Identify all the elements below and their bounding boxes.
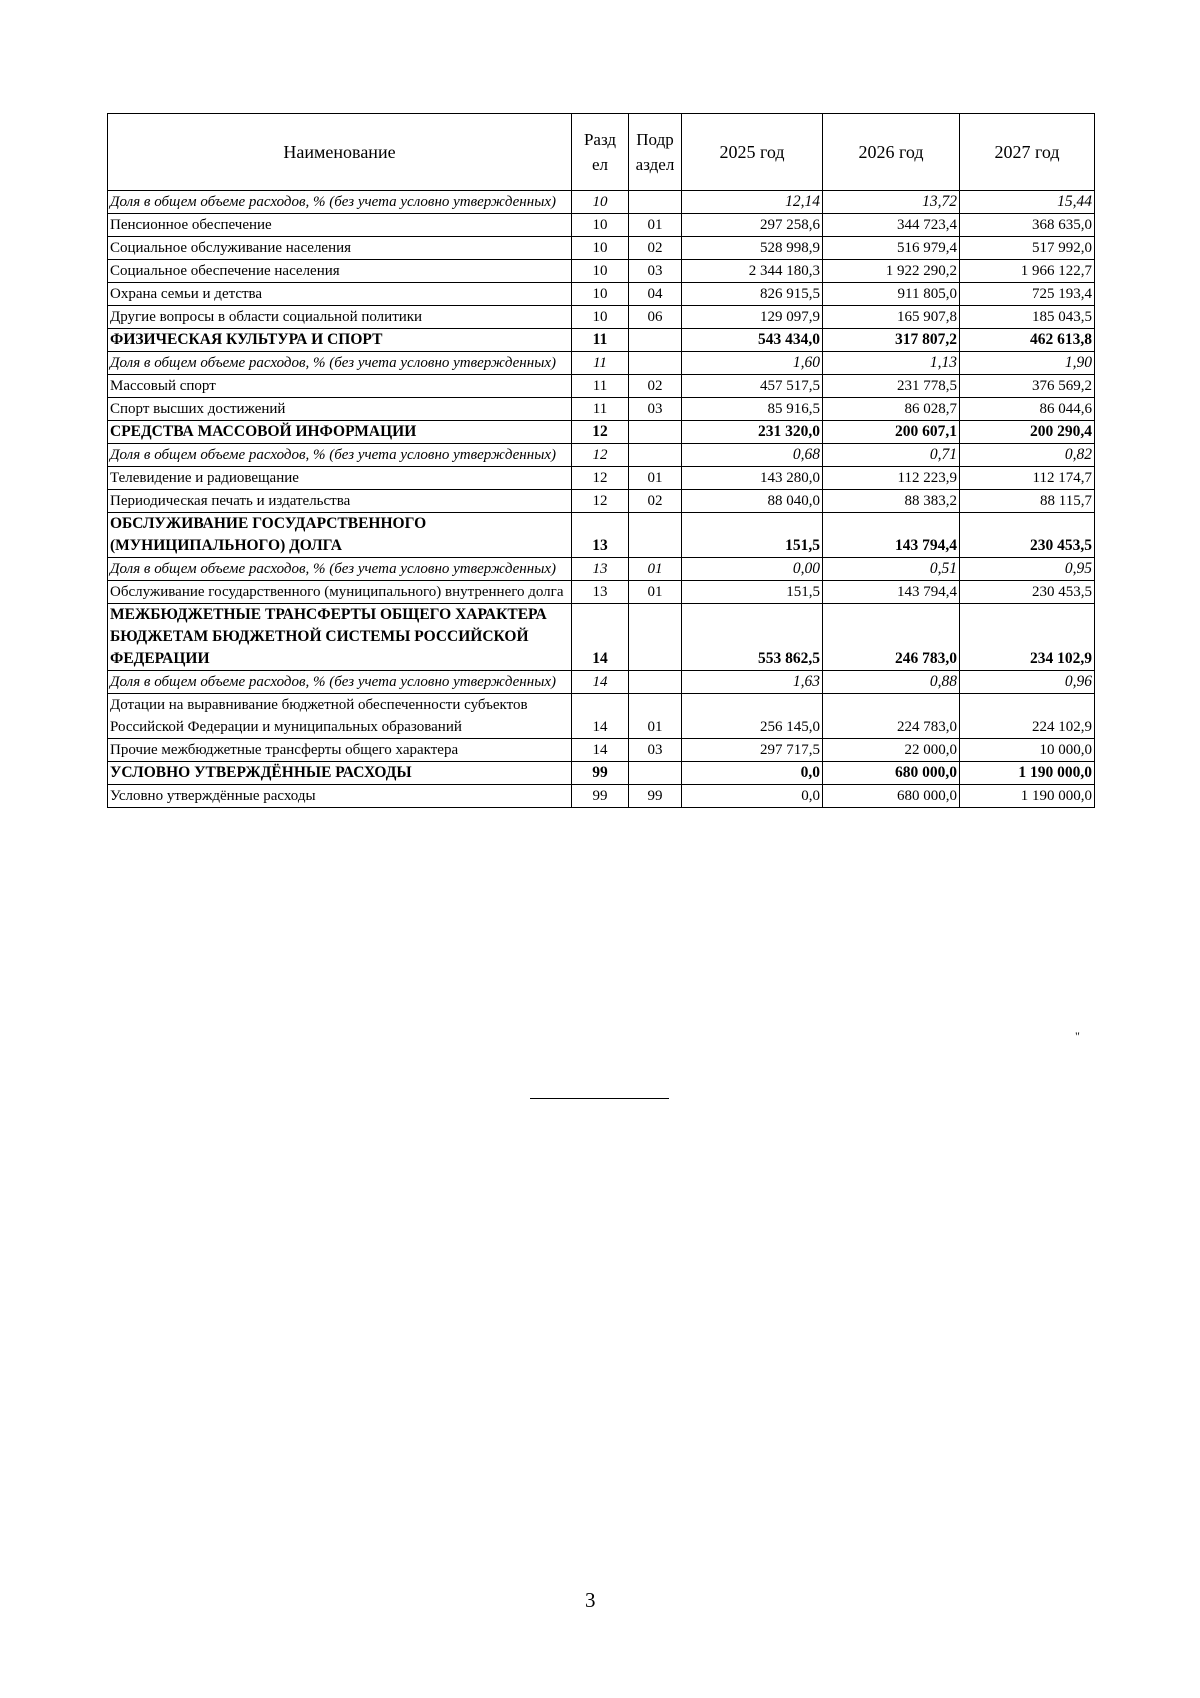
table-row xyxy=(108,260,1095,283)
row-2025-cell: 1,63 xyxy=(682,671,823,694)
row-2027-cell: 0,96 xyxy=(960,671,1095,694)
row-subsection-cell xyxy=(629,329,682,352)
row-section-cell: 12 xyxy=(572,467,629,490)
row-2027-cell: 1 190 000,0 xyxy=(960,762,1095,785)
row-name-cell: Пенсионное обеспечение xyxy=(108,214,572,237)
row-2026-cell: 0,71 xyxy=(823,444,960,467)
row-section-cell: 11 xyxy=(572,375,629,398)
table-row xyxy=(108,694,1095,739)
row-2026-cell: 165 907,8 xyxy=(823,306,960,329)
row-name-cell: Условно утверждённые расходы xyxy=(108,785,572,808)
share-percent-row xyxy=(108,671,1095,694)
row-2025-cell: 297 717,5 xyxy=(682,739,823,762)
row-subsection-cell xyxy=(629,604,682,671)
page-number: 3 xyxy=(585,1588,596,1612)
row-2026-cell: 86 028,7 xyxy=(823,398,960,421)
table-row xyxy=(108,214,1095,237)
row-section-cell: 10 xyxy=(572,191,629,214)
row-2026-cell: 680 000,0 xyxy=(823,785,960,808)
row-2027-cell: 517 992,0 xyxy=(960,237,1095,260)
row-2025-cell: 457 517,5 xyxy=(682,375,823,398)
share-percent-row xyxy=(108,352,1095,375)
row-2027-cell: 230 453,5 xyxy=(960,581,1095,604)
row-name-cell: СРЕДСТВА МАССОВОЙ ИНФОРМАЦИИ xyxy=(108,421,572,444)
row-section-cell: 13 xyxy=(572,581,629,604)
row-2025-cell: 553 862,5 xyxy=(682,604,823,671)
row-section-cell: 10 xyxy=(572,283,629,306)
table-header-row xyxy=(108,114,1095,191)
row-2026-cell: 516 979,4 xyxy=(823,237,960,260)
row-2027-cell: 0,82 xyxy=(960,444,1095,467)
row-subsection-cell xyxy=(629,513,682,558)
row-2027-cell: 368 635,0 xyxy=(960,214,1095,237)
row-subsection-cell: 06 xyxy=(629,306,682,329)
row-2027-cell: 15,44 xyxy=(960,191,1095,214)
row-subsection-cell: 02 xyxy=(629,490,682,513)
row-2026-cell: 1 922 290,2 xyxy=(823,260,960,283)
row-section-cell: 14 xyxy=(572,739,629,762)
row-name-cell: Прочие межбюджетные трансферты общего характера xyxy=(108,739,572,762)
header-2025: 2025 год xyxy=(682,114,823,191)
row-2025-cell: 256 145,0 xyxy=(682,694,823,739)
header-subsection: Подр аздел xyxy=(629,114,682,191)
table-end-mark: " xyxy=(1075,1029,1080,1043)
row-name-cell: Охрана семьи и детства xyxy=(108,283,572,306)
row-2027-cell: 86 044,6 xyxy=(960,398,1095,421)
row-2027-cell: 0,95 xyxy=(960,558,1095,581)
table-row xyxy=(108,785,1095,808)
row-2026-cell: 13,72 xyxy=(823,191,960,214)
section-total-row xyxy=(108,329,1095,352)
row-section-cell: 13 xyxy=(572,558,629,581)
row-2025-cell: 88 040,0 xyxy=(682,490,823,513)
row-2027-cell: 88 115,7 xyxy=(960,490,1095,513)
row-2025-cell: 528 998,9 xyxy=(682,237,823,260)
section-total-row xyxy=(108,762,1095,785)
row-2026-cell: 22 000,0 xyxy=(823,739,960,762)
row-2027-cell: 234 102,9 xyxy=(960,604,1095,671)
row-name-cell: Другие вопросы в области социальной политики xyxy=(108,306,572,329)
table-row xyxy=(108,283,1095,306)
row-section-cell: 99 xyxy=(572,785,629,808)
row-2025-cell: 0,68 xyxy=(682,444,823,467)
row-2026-cell: 224 783,0 xyxy=(823,694,960,739)
row-section-cell: 12 xyxy=(572,444,629,467)
row-2025-cell: 151,5 xyxy=(682,513,823,558)
header-name: Наименование xyxy=(108,114,572,191)
row-2027-cell: 462 613,8 xyxy=(960,329,1095,352)
row-name-cell: Обслуживание государственного (муниципального) внутреннего долга xyxy=(108,581,572,604)
section-total-row xyxy=(108,513,1095,558)
row-name-cell: Доля в общем объеме расходов, % (без учета условно утвержденных) xyxy=(108,191,572,214)
row-2025-cell: 0,0 xyxy=(682,762,823,785)
row-2026-cell: 1,13 xyxy=(823,352,960,375)
row-subsection-cell xyxy=(629,191,682,214)
table-row xyxy=(108,398,1095,421)
row-name-cell: Массовый спорт xyxy=(108,375,572,398)
row-subsection-cell xyxy=(629,444,682,467)
row-subsection-cell: 01 xyxy=(629,467,682,490)
row-2025-cell: 85 916,5 xyxy=(682,398,823,421)
row-2027-cell: 725 193,4 xyxy=(960,283,1095,306)
row-2027-cell: 1 966 122,7 xyxy=(960,260,1095,283)
row-2026-cell: 231 778,5 xyxy=(823,375,960,398)
row-name-cell: Доля в общем объеме расходов, % (без учета условно утвержденных) xyxy=(108,352,572,375)
table-row xyxy=(108,306,1095,329)
row-2027-cell: 376 569,2 xyxy=(960,375,1095,398)
share-percent-row xyxy=(108,191,1095,214)
row-subsection-cell: 03 xyxy=(629,260,682,283)
row-2025-cell: 12,14 xyxy=(682,191,823,214)
row-2026-cell: 200 607,1 xyxy=(823,421,960,444)
row-subsection-cell xyxy=(629,671,682,694)
row-section-cell: 11 xyxy=(572,329,629,352)
share-percent-row xyxy=(108,558,1095,581)
row-name-cell: Периодическая печать и издательства xyxy=(108,490,572,513)
row-name-cell: МЕЖБЮДЖЕТНЫЕ ТРАНСФЕРТЫ ОБЩЕГО ХАРАКТЕРА БЮДЖЕТАМ БЮДЖЕТНОЙ СИСТЕМЫ РОССИЙСКОЙ ФЕДЕРАЦИИ xyxy=(108,604,572,671)
row-2027-cell: 224 102,9 xyxy=(960,694,1095,739)
header-section: Разд ел xyxy=(572,114,629,191)
row-section-cell: 14 xyxy=(572,671,629,694)
row-section-cell: 11 xyxy=(572,398,629,421)
row-name-cell: Дотации на выравнивание бюджетной обеспеченности субъектов Российской Федерации и муниципальных образований xyxy=(108,694,572,739)
row-section-cell: 14 xyxy=(572,604,629,671)
row-2025-cell: 143 280,0 xyxy=(682,467,823,490)
header-2026: 2026 год xyxy=(823,114,960,191)
row-name-cell: Доля в общем объеме расходов, % (без учета условно утвержденных) xyxy=(108,444,572,467)
row-2026-cell: 246 783,0 xyxy=(823,604,960,671)
row-subsection-cell: 03 xyxy=(629,398,682,421)
row-2025-cell: 826 915,5 xyxy=(682,283,823,306)
row-name-cell: Социальное обслуживание населения xyxy=(108,237,572,260)
row-section-cell: 99 xyxy=(572,762,629,785)
row-section-cell: 14 xyxy=(572,694,629,739)
row-2026-cell: 317 807,2 xyxy=(823,329,960,352)
row-subsection-cell xyxy=(629,352,682,375)
row-section-cell: 12 xyxy=(572,490,629,513)
row-name-cell: Спорт высших достижений xyxy=(108,398,572,421)
row-section-cell: 10 xyxy=(572,260,629,283)
row-name-cell: Доля в общем объеме расходов, % (без учета условно утвержденных) xyxy=(108,671,572,694)
row-2026-cell: 911 805,0 xyxy=(823,283,960,306)
row-subsection-cell: 99 xyxy=(629,785,682,808)
row-subsection-cell xyxy=(629,421,682,444)
row-2027-cell: 112 174,7 xyxy=(960,467,1095,490)
row-subsection-cell: 02 xyxy=(629,237,682,260)
row-section-cell: 10 xyxy=(572,306,629,329)
row-subsection-cell: 01 xyxy=(629,581,682,604)
row-section-cell: 10 xyxy=(572,214,629,237)
row-2025-cell: 297 258,6 xyxy=(682,214,823,237)
row-2025-cell: 543 434,0 xyxy=(682,329,823,352)
row-2026-cell: 88 383,2 xyxy=(823,490,960,513)
row-name-cell: УСЛОВНО УТВЕРЖДЁННЫЕ РАСХОДЫ xyxy=(108,762,572,785)
row-2025-cell: 151,5 xyxy=(682,581,823,604)
row-2026-cell: 0,88 xyxy=(823,671,960,694)
row-2025-cell: 0,00 xyxy=(682,558,823,581)
row-section-cell: 12 xyxy=(572,421,629,444)
row-section-cell: 10 xyxy=(572,237,629,260)
row-section-cell: 13 xyxy=(572,513,629,558)
row-2026-cell: 143 794,4 xyxy=(823,581,960,604)
row-subsection-cell xyxy=(629,762,682,785)
budget-table xyxy=(107,113,1095,808)
row-subsection-cell: 02 xyxy=(629,375,682,398)
table-row xyxy=(108,739,1095,762)
row-name-cell: Социальное обеспечение населения xyxy=(108,260,572,283)
row-subsection-cell: 04 xyxy=(629,283,682,306)
row-2026-cell: 0,51 xyxy=(823,558,960,581)
row-2025-cell: 231 320,0 xyxy=(682,421,823,444)
row-name-cell: Доля в общем объеме расходов, % (без учета условно утвержденных) xyxy=(108,558,572,581)
row-2025-cell: 0,0 xyxy=(682,785,823,808)
row-2027-cell: 185 043,5 xyxy=(960,306,1095,329)
row-2025-cell: 2 344 180,3 xyxy=(682,260,823,283)
row-name-cell: ОБСЛУЖИВАНИЕ ГОСУДАРСТВЕННОГО (МУНИЦИПАЛЬНОГО) ДОЛГА xyxy=(108,513,572,558)
table-row xyxy=(108,237,1095,260)
row-section-cell: 11 xyxy=(572,352,629,375)
row-subsection-cell: 03 xyxy=(629,739,682,762)
section-total-row xyxy=(108,604,1095,671)
row-subsection-cell: 01 xyxy=(629,694,682,739)
row-2027-cell: 1 190 000,0 xyxy=(960,785,1095,808)
row-2027-cell: 1,90 xyxy=(960,352,1095,375)
table-row xyxy=(108,490,1095,513)
row-2025-cell: 129 097,9 xyxy=(682,306,823,329)
row-name-cell: Телевидение и радиовещание xyxy=(108,467,572,490)
row-2026-cell: 143 794,4 xyxy=(823,513,960,558)
separator-line xyxy=(530,1098,669,1099)
row-2026-cell: 680 000,0 xyxy=(823,762,960,785)
row-2025-cell: 1,60 xyxy=(682,352,823,375)
row-name-cell: ФИЗИЧЕСКАЯ КУЛЬТУРА И СПОРТ xyxy=(108,329,572,352)
row-subsection-cell: 01 xyxy=(629,558,682,581)
table-row xyxy=(108,581,1095,604)
row-2026-cell: 112 223,9 xyxy=(823,467,960,490)
row-2027-cell: 230 453,5 xyxy=(960,513,1095,558)
section-total-row xyxy=(108,421,1095,444)
table-body xyxy=(108,191,1095,808)
share-percent-row xyxy=(108,444,1095,467)
table-row xyxy=(108,467,1095,490)
row-2026-cell: 344 723,4 xyxy=(823,214,960,237)
row-subsection-cell: 01 xyxy=(629,214,682,237)
header-2027: 2027 год xyxy=(960,114,1095,191)
row-2027-cell: 200 290,4 xyxy=(960,421,1095,444)
row-2027-cell: 10 000,0 xyxy=(960,739,1095,762)
table-row xyxy=(108,375,1095,398)
